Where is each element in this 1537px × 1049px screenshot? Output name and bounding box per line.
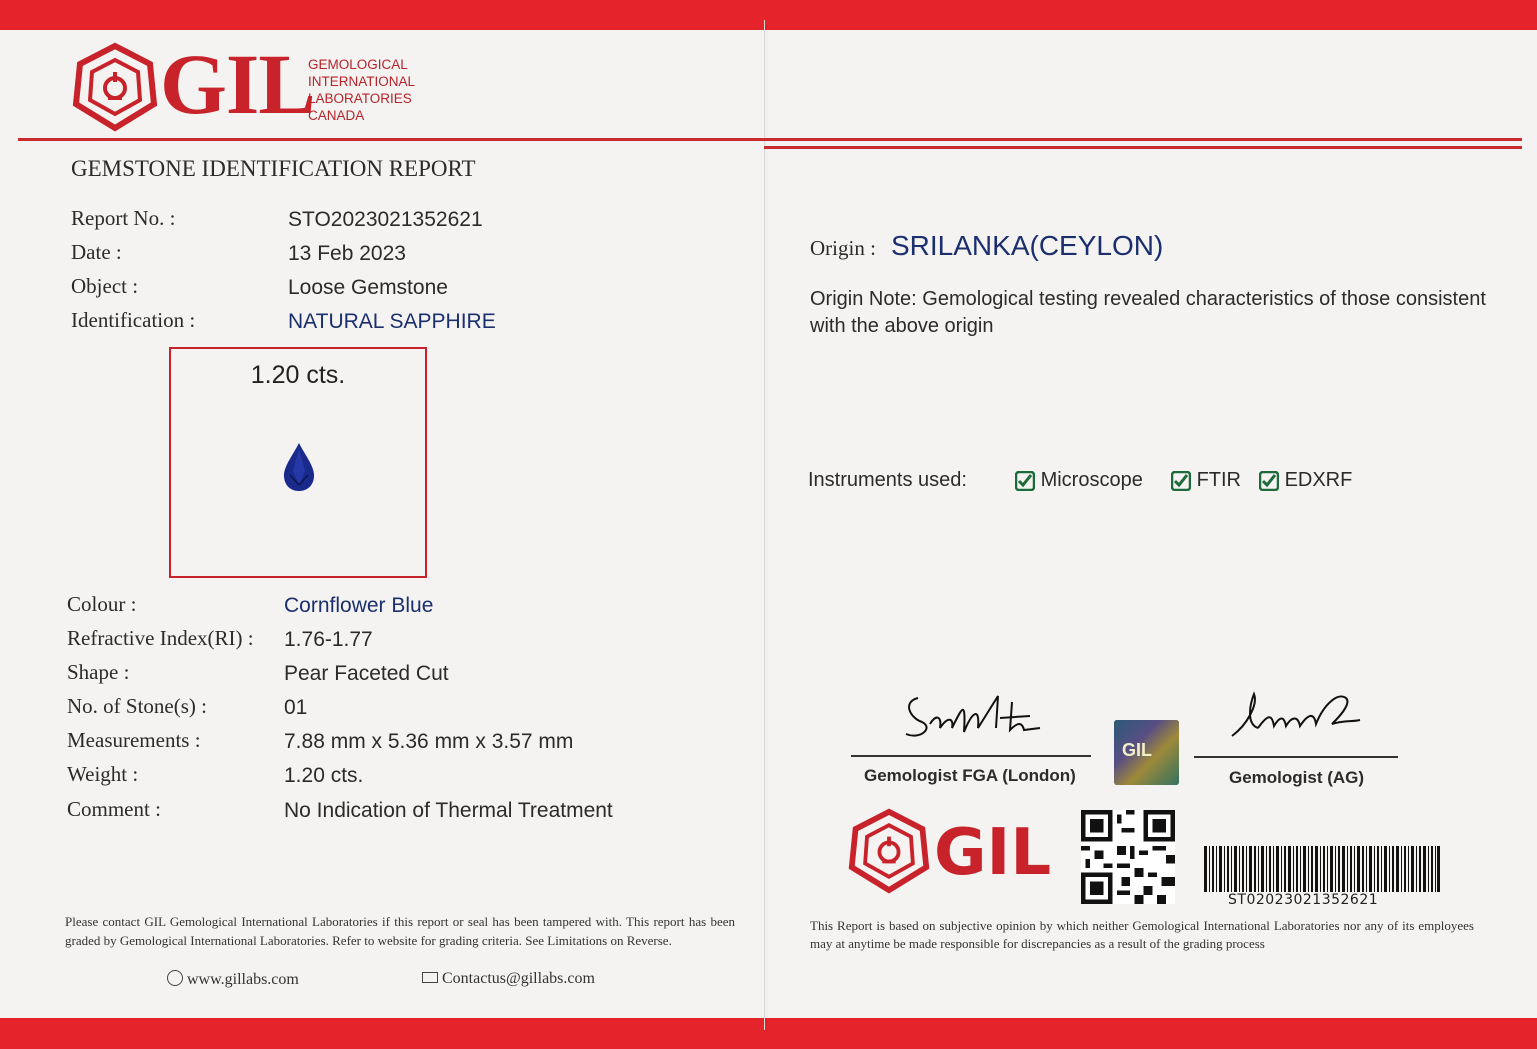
checkbox-checked-icon (1015, 471, 1035, 491)
email-link[interactable]: Contactus@gillabs.com (442, 970, 595, 987)
website-contact (167, 970, 299, 989)
signature-title-right: Gemologist (AG) (1229, 768, 1365, 787)
lab-name-line: LABORATORIES (308, 91, 412, 106)
field-label-identification: Identification : (71, 308, 196, 332)
stone-weight-caption: 1.20 cts. (250, 361, 346, 389)
instrument-item-ftir (1171, 469, 1241, 492)
right-disclaimer: This Report is based on subjective opinion by which neither Gemological International Laboratories nor any of its employees may at anytime be made responsible for discrepancies as a result of the grading process (810, 918, 1474, 951)
report-title: GEMSTONE IDENTIFICATION REPORT (71, 156, 476, 181)
signature-line-left (851, 755, 1091, 757)
field-value-date: 13 Feb 2023 (288, 242, 406, 265)
field-label-comment: Comment : (67, 797, 161, 821)
field-label-report-no: Report No. : (71, 206, 176, 230)
lab-name-line: INTERNATIONAL (308, 74, 416, 89)
pear-sapphire-icon (281, 441, 317, 498)
field-label-shape: Shape : (67, 660, 130, 684)
right-header-divider (764, 146, 1522, 149)
signature-right (1228, 684, 1368, 749)
globe-icon (167, 970, 183, 986)
origin-note (810, 286, 1490, 340)
instrument-label: EDXRF (1284, 469, 1353, 491)
hologram-text: GIL (1122, 740, 1152, 760)
field-label-object: Object : (71, 274, 139, 298)
lab-name-line: GEMOLOGICAL (308, 57, 408, 72)
field-value-weight: 1.20 cts. (284, 764, 364, 787)
left-disclaimer: Please contact GIL Gemological International Laboratories if this report or seal has been tampered with. This report has been graded by Gemological International Laboratories. Refer to website for grading criteria. See Limitations on Reverse. (65, 914, 735, 948)
checkbox-checked-icon (1171, 471, 1191, 491)
field-label-date: Date : (71, 240, 122, 264)
field-label-measurements: Measurements : (67, 728, 201, 752)
signature-title-left: Gemologist FGA (London) (864, 766, 1076, 785)
instrument-label: FTIR (1196, 469, 1241, 491)
gil-emblem-icon (70, 42, 160, 132)
header-divider (18, 138, 1522, 141)
field-label-colour: Colour : (67, 592, 137, 616)
bottom-red-band (0, 1018, 1537, 1049)
gil-logo-text: GIL (160, 36, 315, 132)
qr-code-icon[interactable] (1081, 810, 1175, 904)
gil-emblem-footer-icon (846, 808, 932, 894)
field-value-shape: Pear Faceted Cut (284, 662, 449, 685)
instrument-item-edxrf (1259, 469, 1352, 492)
signature-line-right (1194, 756, 1398, 758)
field-value-report-no: STO2023021352621 (288, 208, 483, 231)
field-value-object: Loose Gemstone (288, 276, 448, 299)
field-label-weight: Weight : (67, 762, 139, 786)
top-red-band (0, 0, 1537, 30)
lab-name-line: CANADA (308, 108, 365, 123)
email-contact (422, 970, 595, 988)
barcode-icon (1204, 846, 1440, 892)
instruments-label: Instruments used: (808, 469, 967, 491)
field-value-colour: Cornflower Blue (284, 594, 434, 617)
field-value-stone-count: 01 (284, 696, 308, 719)
page-fold (764, 20, 765, 1030)
gil-footer-logo-text: GIL (934, 816, 1052, 890)
stone-photo-frame (169, 347, 427, 578)
website-link[interactable]: www.gillabs.com (187, 971, 299, 988)
origin-value: SRILANKA(CEYLON) (891, 230, 1164, 261)
origin-note-label: Origin Note: (810, 288, 917, 310)
lab-name-block (308, 56, 415, 124)
field-label-stone-count: No. of Stone(s) : (67, 694, 207, 718)
mail-icon (422, 972, 438, 983)
field-label-refractive-index: Refractive Index(RI) : (67, 626, 254, 650)
instrument-label: Microscope (1040, 469, 1143, 491)
hologram-seal (1114, 720, 1179, 785)
instrument-item-microscope (1015, 469, 1143, 492)
origin-label: Origin : (810, 236, 876, 260)
signature-left (900, 688, 1050, 749)
origin-note-text: Gemological testing revealed characteristics of those consistent with the above origin (810, 288, 1486, 337)
field-value-refractive-index: 1.76-1.77 (284, 628, 373, 651)
field-value-identification: NATURAL SAPPHIRE (288, 310, 496, 333)
barcode-number: ST02023021352621 (1228, 892, 1379, 908)
field-value-comment: No Indication of Thermal Treatment (284, 799, 613, 822)
field-value-measurements: 7.88 mm x 5.36 mm x 3.57 mm (284, 730, 574, 753)
checkbox-checked-icon (1259, 471, 1279, 491)
